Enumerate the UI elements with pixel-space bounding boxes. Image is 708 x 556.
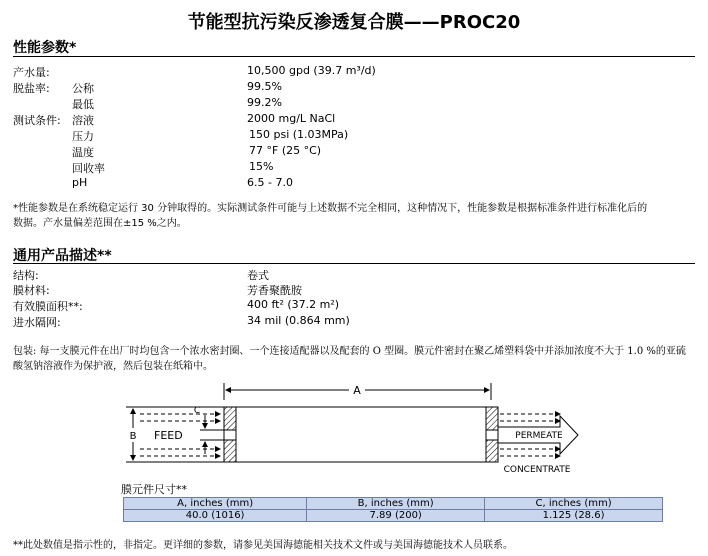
perf-value: 150 psi (1.03MPa) [249, 128, 349, 141]
perf-value: 2000 mg/L NaCl [247, 112, 336, 125]
general-value: 卷式 [247, 269, 269, 282]
performance-note-line-1: *性能参数是在系统稳定运行 30 分钟取得的。实际测试条件可能与上述数据不完全相同，这种情况下，性能参数是根据标准条件进行标准化后的 [13, 203, 648, 214]
dim-header: A, inches (mm) [124, 498, 307, 510]
performance-rule [13, 56, 695, 57]
perf-sub: 回收率 [72, 162, 105, 175]
dimensions-value-row [124, 510, 663, 522]
perf-sub: 压力 [72, 130, 94, 143]
perf-value: 6.5 - 7.0 [247, 176, 293, 189]
general-label: 膜材料: [13, 284, 50, 297]
perf-sub: 溶液 [72, 114, 94, 127]
perf-label: 测试条件: [13, 114, 61, 127]
general-value: 400 ft² (37.2 m²) [247, 298, 340, 311]
product-tube-left [224, 430, 236, 440]
label-c: C [193, 406, 201, 416]
permeate-label: PERMEATE [515, 431, 563, 441]
dim-value: 40.0 (1016) [124, 510, 307, 522]
dimensions-table [123, 497, 663, 522]
element-diagram [0, 378, 708, 478]
general-heading: 通用产品描述** [13, 248, 112, 264]
general-label: 结构: [13, 269, 39, 282]
perf-sub: 温度 [72, 146, 94, 159]
packaging-line-2: 酸氢钠溶液作为保护液，然后包装在纸箱中。 [13, 361, 213, 372]
feed-label: FEED [154, 429, 183, 442]
product-tube-right [486, 430, 498, 440]
dimension-a [224, 383, 491, 400]
general-value: 芳香聚酰胺 [247, 284, 302, 297]
general-rule [13, 263, 695, 264]
dim-header: B, inches (mm) [307, 498, 485, 510]
dim-header: C, inches (mm) [485, 498, 663, 510]
perf-label: 产水量: [13, 66, 50, 79]
perf-value: 99.2% [247, 96, 282, 109]
perf-value: 77 °F (25 °C) [249, 144, 322, 157]
performance-heading: 性能参数* [13, 40, 77, 56]
dimensions-caption: 膜元件尺寸** [121, 483, 187, 496]
dim-value: 1.125 (28.6) [485, 510, 663, 522]
perf-sub: 公称 [72, 82, 94, 95]
footnote: **此处数值是指示性的，非指定。更详细的参数，请参见美国海德能相关技术文件或与美国海德能技术人员联系。 [13, 540, 513, 551]
perf-sub: 最低 [72, 98, 94, 111]
general-value: 34 mil (0.864 mm) [247, 314, 350, 327]
perf-value: 10,500 gpd (39.7 m³/d) [247, 64, 376, 77]
element-body [224, 407, 498, 462]
general-label: 有效膜面积**: [13, 300, 83, 313]
label-a: A [353, 384, 361, 397]
perf-value: 99.5% [247, 80, 282, 93]
page-title: 节能型抗污染反渗透复合膜——PROC20 [187, 12, 521, 33]
perf-value: 15% [249, 160, 274, 173]
dim-value: 7.89 (200) [307, 510, 485, 522]
concentrate-label: CONCENTRATE [503, 465, 571, 475]
dimensions-header-row [124, 498, 663, 510]
performance-note-line-2: 数据。产水量偏差范围在±15 %之内。 [13, 218, 187, 229]
dimension-c [194, 406, 224, 454]
perf-label: 脱盐率: [13, 82, 50, 95]
perf-sub: pH [72, 176, 88, 189]
packaging-line-1: 包装: 每一支膜元件在出厂时均包含一个浓水密封圈、一个连接适配器以及配套的 O 型圈。膜元件密封在聚乙烯塑料袋中并添加浓度不大于 1.0 %的亚硫 [13, 346, 686, 357]
label-b: B [129, 431, 137, 442]
general-label: 进水隔网: [13, 316, 61, 329]
